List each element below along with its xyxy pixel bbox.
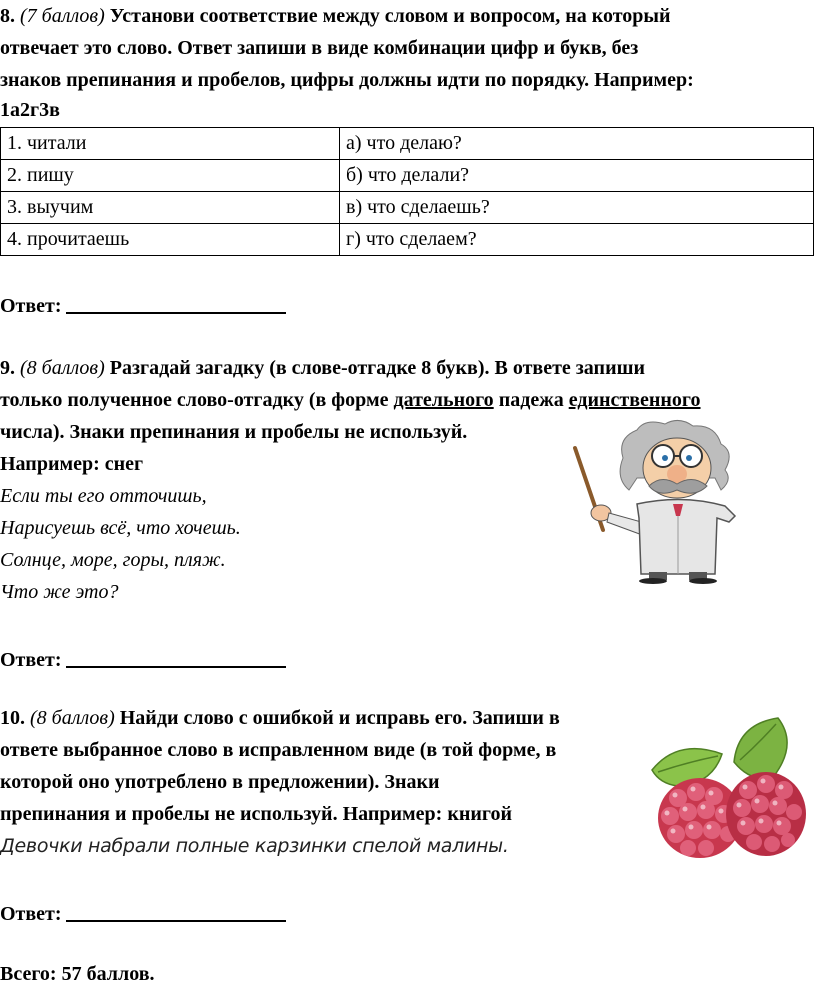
task10-text4: препинания и пробелы не используй. Например: книгой (0, 803, 513, 825)
task8-text3: знаков препинания и пробелов, цифры должны идти по порядку. Например: (0, 69, 694, 91)
table-cell-question: а) что делаю? (340, 128, 814, 160)
task8-text2: отвечает это слово. Ответ запиши в виде комбинации цифр и букв, без (0, 37, 639, 59)
total-score: Всего: 57 баллов. (0, 963, 155, 985)
task9-text3: числа). Знаки препинания и пробелы не используй. (0, 421, 468, 443)
task10-line1 (0, 702, 560, 734)
task8-answer (0, 290, 286, 322)
task9-text2d: единственного (568, 389, 701, 411)
task8-text4: 1а2г3в (0, 99, 60, 121)
answer-blank[interactable] (66, 898, 286, 922)
table-row (1, 160, 814, 192)
riddle-line: Солнце, море, горы, пляж. (0, 549, 226, 571)
table-row (1, 128, 814, 160)
riddle-line: Нарисуешь всё, что хочешь. (0, 517, 241, 539)
task9-text2a: только полученное слово-отгадку (в форме (0, 389, 389, 411)
task10-text1: Найди слово с ошибкой и исправь его. Запиши в (119, 707, 560, 729)
task8-number: 8. (0, 5, 15, 27)
riddle-line: Что же это? (0, 581, 119, 603)
answer-blank[interactable] (66, 644, 286, 668)
answer-label: Ответ: (0, 903, 62, 925)
task10-points: (8 баллов) (30, 707, 115, 729)
table-row (1, 224, 814, 256)
table-cell-word: 2. пишу (1, 160, 340, 192)
table-cell-question: в) что сделаешь? (340, 192, 814, 224)
table-cell-word: 1. читали (1, 128, 340, 160)
task9-example: Например: снег (0, 453, 144, 475)
task9-points: (8 баллов) (20, 357, 105, 379)
task10-answer (0, 898, 286, 930)
professor-icon (565, 418, 745, 584)
table-row (1, 192, 814, 224)
riddle-line: Если ты его отточишь, (0, 485, 207, 507)
table-cell-word: 3. выучим (1, 192, 340, 224)
answer-label: Ответ: (0, 295, 62, 317)
task10-text2: ответе выбранное слово в исправленном виде (в той форме, в (0, 739, 557, 761)
task9-text2c: падежа (498, 389, 564, 411)
raspberry-icon (648, 714, 810, 868)
table-cell-question: г) что сделаем? (340, 224, 814, 256)
task9-line2 (0, 384, 701, 416)
table-cell-word: 4. прочитаешь (1, 224, 340, 256)
table-cell-question: б) что делали? (340, 160, 814, 192)
task8-text1: Установи соответствие между словом и вопросом, на который (109, 5, 671, 27)
task8-points: (7 баллов) (20, 5, 105, 27)
task9-text1: Разгадай загадку (в слове-отгадке 8 букв). В ответе запиши (109, 357, 645, 379)
task9-text2b: дательного (393, 389, 494, 411)
task10-number: 10. (0, 707, 25, 729)
task9-line1 (0, 352, 645, 384)
answer-blank[interactable] (66, 290, 286, 314)
task8-line1 (0, 0, 671, 32)
matching-table (0, 127, 814, 256)
task10-text3: которой оно употреблено в предложении). Знаки (0, 771, 440, 793)
task10-sentence: Девочки набрали полные карзинки спелой малины. (0, 835, 509, 857)
task9-number: 9. (0, 357, 15, 379)
answer-label: Ответ: (0, 649, 62, 671)
task9-answer (0, 644, 286, 676)
